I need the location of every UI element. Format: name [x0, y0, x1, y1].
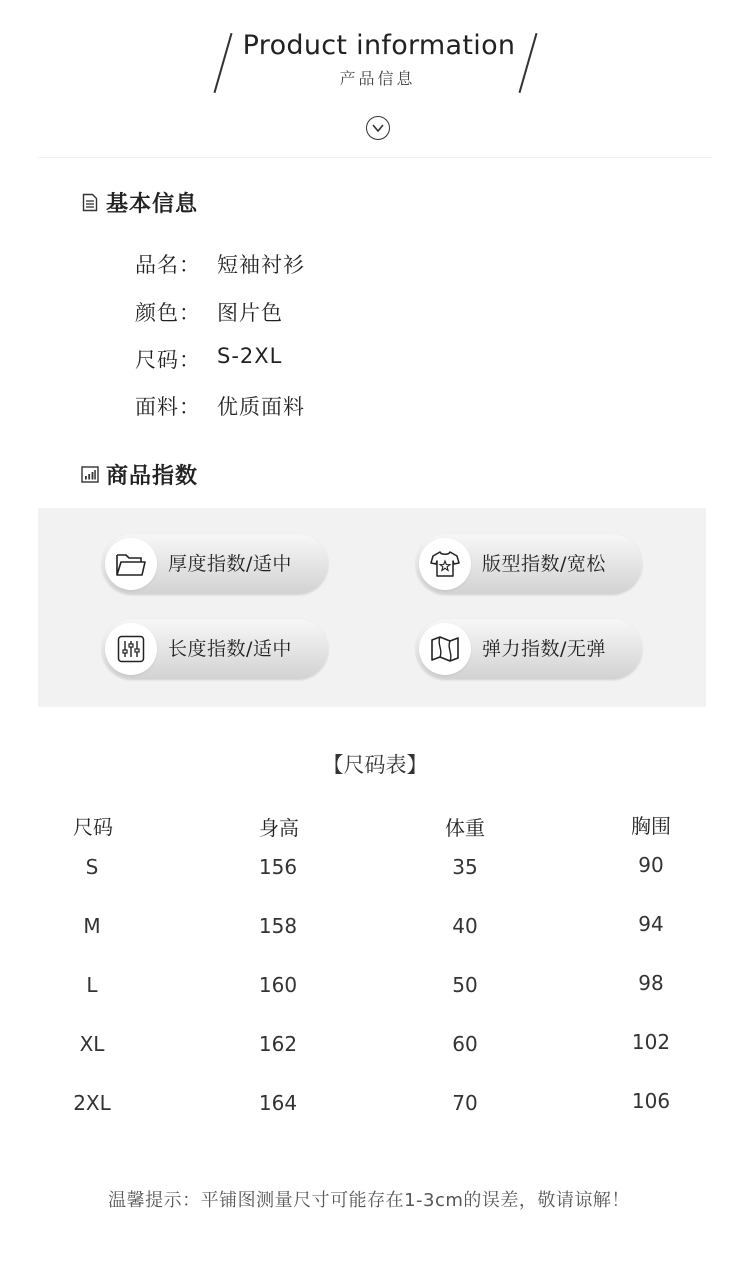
- table-cell: 156: [258, 855, 298, 879]
- product-info-header: [0, 0, 750, 160]
- table-cell: 106: [631, 1089, 671, 1113]
- table-cell: 94: [638, 912, 664, 936]
- info-key: 品名：: [135, 253, 201, 277]
- table-cell: M: [83, 914, 101, 938]
- info-row-fabric: [135, 391, 305, 421]
- info-key: 尺码：: [135, 348, 201, 372]
- table-cell: 35: [452, 855, 478, 879]
- info-value: 图片色: [217, 301, 283, 325]
- index-pill-fit: [416, 534, 642, 594]
- index-label: 厚度指数/适中: [168, 553, 292, 575]
- table-cell: 2XL: [73, 1091, 111, 1115]
- sliders-icon: [105, 623, 157, 675]
- product-index-title: 商品指数: [106, 464, 199, 489]
- table-header: 胸围: [631, 814, 671, 838]
- index-pill-length: [102, 619, 328, 679]
- table-header: 尺码: [73, 815, 113, 839]
- info-value: 优质面料: [217, 395, 305, 419]
- product-index-heading: [80, 459, 198, 490]
- table-cell: 102: [631, 1030, 671, 1054]
- table-cell: 40: [452, 914, 478, 938]
- basic-info-heading: [80, 187, 198, 218]
- document-icon: [80, 193, 100, 213]
- index-label: 版型指数/宽松: [482, 553, 606, 575]
- header-title-cn: 产品信息: [339, 69, 416, 88]
- info-key: 颜色：: [135, 301, 201, 325]
- map-fold-icon: [419, 623, 471, 675]
- table-cell: 50: [452, 973, 478, 997]
- folder-icon: [105, 538, 157, 590]
- basic-info-title: 基本信息: [106, 192, 199, 217]
- info-key: 面料：: [135, 395, 201, 419]
- size-table-caption: 【尺码表】: [322, 753, 428, 777]
- table-cell: XL: [79, 1032, 105, 1056]
- tshirt-icon: [419, 538, 471, 590]
- table-cell: 60: [452, 1032, 478, 1056]
- index-label: 长度指数/适中: [168, 638, 292, 660]
- info-row-size: [135, 344, 282, 374]
- product-index-panel: [38, 508, 706, 707]
- table-cell: 162: [258, 1032, 298, 1056]
- info-row-name: [135, 249, 305, 279]
- table-cell: 98: [638, 971, 664, 995]
- measurement-tip: 温馨提示：平铺图测量尺寸可能存在1-3cm的误差，敬请谅解！: [108, 1190, 630, 1211]
- table-cell: 160: [258, 973, 298, 997]
- info-row-color: [135, 297, 283, 327]
- table-header: 身高: [259, 816, 299, 840]
- info-value: 短袖衬衫: [217, 253, 305, 277]
- chevron-down-circle-icon: [366, 116, 390, 140]
- bar-chart-icon: [80, 465, 100, 485]
- index-label: 弹力指数/无弹: [482, 638, 606, 660]
- index-pill-elasticity: [416, 619, 642, 679]
- table-cell: 164: [258, 1091, 298, 1115]
- info-value: S-2XL: [217, 344, 283, 368]
- table-cell: 158: [258, 914, 298, 938]
- header-divider: [38, 157, 712, 158]
- index-pill-thickness: [102, 534, 328, 594]
- header-title-en: Product information: [242, 30, 516, 61]
- table-cell: L: [86, 973, 98, 997]
- table-cell: S: [85, 855, 99, 879]
- table-cell: 90: [638, 853, 664, 877]
- table-cell: 70: [452, 1091, 478, 1115]
- table-header: 体重: [445, 816, 485, 840]
